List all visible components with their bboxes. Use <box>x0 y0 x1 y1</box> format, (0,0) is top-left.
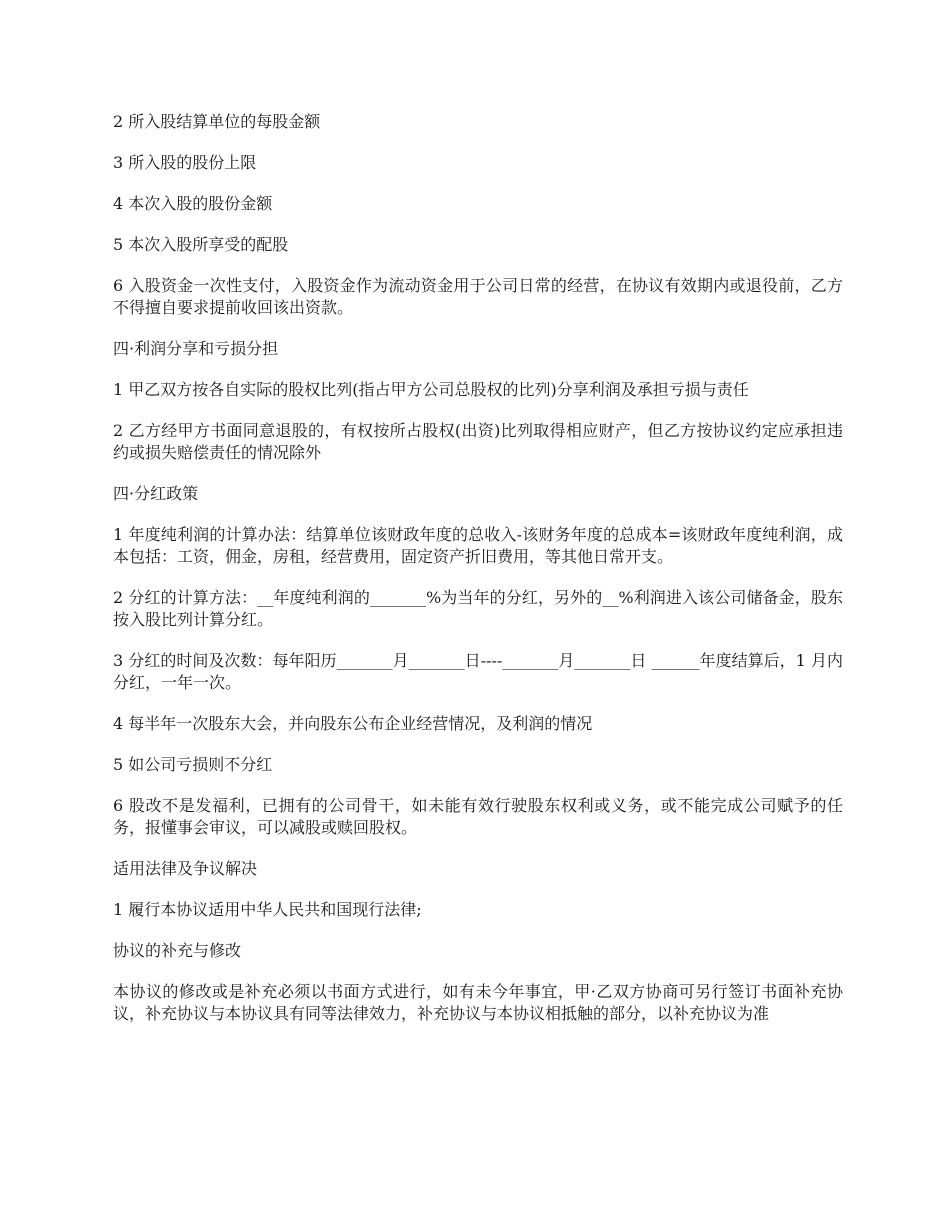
list-item-applicable-law: 1 履行本协议适用中华人民共和国现行法律; <box>113 900 422 919</box>
list-item-shareholder-meeting: 4 每半年一次股东大会，并向股东公布企业经营情况，及利润的情况 <box>113 714 593 733</box>
list-item-payment-terms: 6 入股资金一次性支付，入股资金作为流动资金用于公司日常的经营，在协议有效期内或退役前，乙方不得擅自要求提前收回该出资款。 <box>113 276 843 317</box>
list-item-share-limit: 3 所入股的股份上限 <box>113 153 257 172</box>
document-body <box>113 111 843 1044</box>
list-item-share-reduction: 6 股改不是发福利，已拥有的公司骨干，如未能有效行驶股东权利或义务，或不能完成公司赋予的任务，报懂事会审议，可以减股或赎回股权。 <box>113 796 843 837</box>
list-item-bonus-shares: 5 本次入股所享受的配股 <box>113 235 289 254</box>
list-item-dividend-calc: 2 分红的计算方法：__年度纯利润的_______%为当年的分红，另外的__%利润进入该公司储备金，股东按入股比列计算分红。 <box>113 588 843 629</box>
list-item-withdrawal: 2 乙方经甲方书面同意退股的，有权按所占股权(出资)比列取得相应财产，但乙方按协议约定应承担违约或损失赔偿责任的情况除外 <box>113 421 843 462</box>
section-heading-dividend-policy: 四·分红政策 <box>113 484 199 503</box>
list-item-profit-ratio: 1 甲乙双方按各自实际的股权比列(指占甲方公司总股权的比列)分享利润及承担亏损与责任 <box>113 380 749 399</box>
section-heading-profit-sharing: 四·利润分享和亏损分担 <box>113 339 279 358</box>
list-item-net-profit-calc: 1 年度纯利润的计算办法：结算单位该财政年度的总收入-该财务年度的总成本=该财政年度纯利润，成本包括：工资，佣金，房租，经营费用，固定资产折旧费用，等其他日常开支。 <box>113 525 843 566</box>
section-heading-governing-law: 适用法律及争议解决 <box>113 859 258 878</box>
paragraph-amendment-terms: 本协议的修改或是补充必须以书面方式进行，如有未今年事宜，甲·乙双方协商可另行签订书面补充协议，补充协议与本协议具有同等法律效力，补充协议与本协议相抵触的部分，以补充协议为准 <box>113 982 843 1023</box>
list-item-investment-amount: 4 本次入股的股份金额 <box>113 194 273 213</box>
list-item-dividend-timing: 3 分红的时间及次数：每年阳历_______月_______日----_______月_______日 ______年度结算后，1 月内分红，一年一次。 <box>113 651 843 692</box>
list-item-share-amount: 2 所入股结算单位的每股金额 <box>113 112 321 131</box>
list-item-no-dividend-on-loss: 5 如公司亏损则不分红 <box>113 755 273 774</box>
section-heading-amendments: 协议的补充与修改 <box>113 941 242 960</box>
